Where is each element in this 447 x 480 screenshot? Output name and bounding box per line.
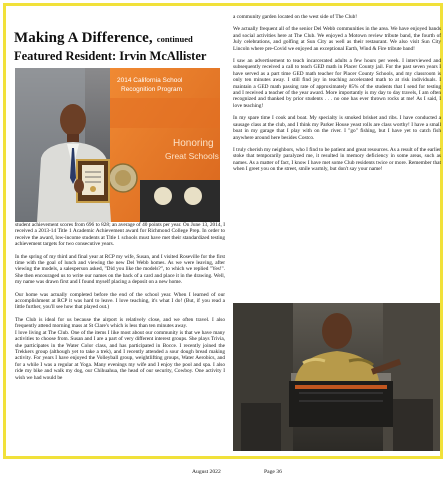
paragraph: a community garden located on the west side of The Club!: [233, 14, 358, 20]
paragraph: In my spare time I cook and boat. My specialty is smoked brisket and ribs. I have conducted a sausage class at the club, and I think my Parker House yeast rolls are class worthy! I have a small boat in my garage that I play with on the river. I "go" fishing, but I have yet to catch fish anywhere around here besides Costco.: [233, 115, 441, 141]
paragraph: Our home was actually completed before the end of the school year. When I learned of our accomplishment at RCP it was hard to leave. I love teaching, it's what I do! (But, if you read a little further, you'll see how that played out.): [15, 291, 225, 311]
banner-honoring: Honoring: [173, 138, 214, 149]
award-photo: [15, 68, 220, 222]
banner-line2: Recognition Program: [121, 86, 183, 93]
paragraph: The Club is ideal for us because the airport is relatively close, and we often travel. I also frequently attend morning mass at St Clare's which is less than ten minutes away.: [15, 316, 225, 330]
page-border: [3, 3, 443, 475]
paragraph: I saw an advertisement to teach incarcerated adults a few hours per week. I interviewed and subsequently received a call to teach GED math in Placer County jail. For the past seven years I have served as a part time GED math teacher for Placer County Schools, and my classroom is only ten minutes away. I still find joy in teaching accelerated math to at risk individuals. I maintain a GED math passing rate of approximately 85% of the students that I send for testing and I received a teacher of the year award. More importantly is my day to day travels, I am often recognized and thanked by prior students . . . no one has ever thrown rocks at me! As I said, I love teaching!: [233, 58, 441, 109]
banner-great-schools: Great Schools: [165, 151, 219, 161]
paragraph: I truly cherish my neighbors, who I find to be patient and great resources. As a result of the earlier stoke that temporarily paralyzed me, it resulted in memory deficiency in some areas, such as names. As a matter of fact, I know I have met some Club residents twice or more. Remember that when I greet you on the street, smile warmly, but don't say your name!: [233, 146, 441, 173]
footer-page-number: Page 36: [264, 469, 282, 475]
title-main: Making A Difference,: [14, 30, 153, 46]
grilling-photo-art: [233, 303, 440, 451]
paragraph: We actually frequent all of the senior Del Webb communities in the area. We have enjoyed bands and social activities here at The Club. We enjoyed a Motown review tribute band, the fourth of July celebrations, and golfing at Sun City as well as their restaurant. We also visit Sun City Lincoln where pre-Covid we enjoyed an exceptional Earth, Wind & Fire tribute band!: [233, 26, 441, 52]
footer-date: August 2022: [192, 469, 221, 475]
paragraph: student achievement scores from 696 to 828; an average of 40 points per year. On June 13, 2014, I received a 2013-14 Title 1 Academic Achievement award for Richmond College Prep. In order to receive the award, low-income students at Title 1 schools must have met their standardized testing achievement targets for two consecutive years.: [15, 222, 225, 248]
banner-line1: 2014 California School: [117, 77, 183, 84]
award-photo-art: [15, 68, 220, 222]
paragraph: I love living at The Club. One of the items I like most about our community is that we have many activities to choose from. Susan and I are a part of very different interest groups. She plays Trivia, she participates in the Water Color class, and has participated in Bocce. I recently joined the Trekkers group (although yet to take a trek), and I recently attended a sour dough bread making activity. For years I have enjoyed the Volleyball group, weightlifting groups, Water Aerobics, and for a while I was a regular at Yoga. Many evenings my wife and I enjoy the pool and spa. I also ride my bike and walk my dog, our Chihuahua, the head of our security, Cowboy. One activity I wish we had would be: [15, 329, 225, 381]
left-column: [15, 222, 225, 387]
grilling-photo: [233, 303, 440, 451]
paragraph: In the spring of my third and final year at RCP my wife, Susan, and I visited Roseville for the first time with the goal of lunch and viewing the new Del Webb homes. As we were leaving, after viewing the models, a salesperson asked, "Did you like the models?", to which we replied "Yes!". She then encouraged us to write our names on the back of a card and place it in the drawing. Well, my name was drawn first and I found myself placing a deposit on a new home.: [15, 253, 225, 286]
article-subtitle: Featured Resident: Irvin McAllister: [14, 49, 207, 63]
right-column: [233, 14, 441, 179]
article-title: [14, 30, 229, 46]
title-continued: continued: [156, 34, 193, 44]
